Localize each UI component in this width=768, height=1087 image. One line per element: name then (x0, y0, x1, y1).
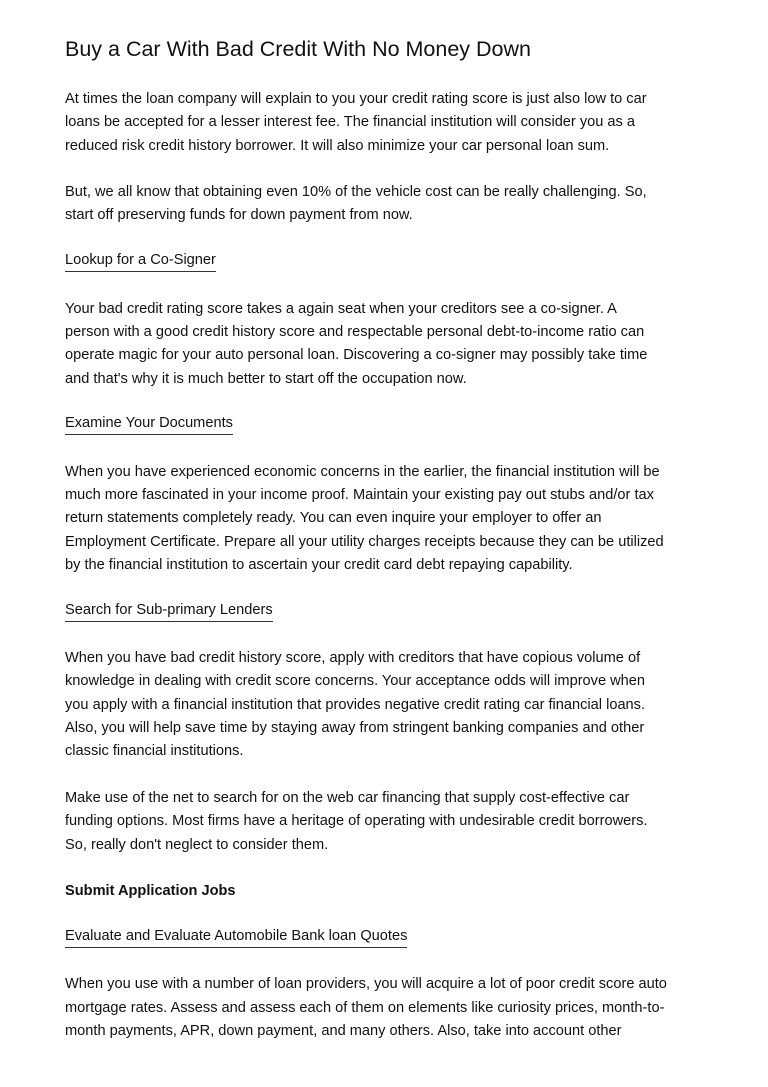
quotes-heading-row (65, 927, 715, 950)
lenders-paragraph-1: When you have bad credit history score, apply with creditors that have copious volume of knowledge in dealing with credit score concerns. Your acceptance odds will improve when you apply with a financial institution that provides negative credit rating car financial loans. Also, you will help save time by staying away from stringent banking companies and other classic financial institutions. (65, 650, 646, 760)
lenders-heading-row (65, 601, 715, 624)
document-page (65, 36, 715, 1043)
cosigner-heading-link[interactable]: Lookup for a Co-Signer (65, 251, 216, 272)
spacer (65, 228, 715, 251)
quotes-paragraph: When you use with a number of loan providers, you will acquire a lot of poor credit score auto mortgage rates. Assess and assess each of them on elements like curiosity prices, month-to- month payments, APR, down payment, and many others. Also, take into account other (65, 976, 667, 1039)
spacer (65, 391, 715, 414)
spacer (65, 624, 715, 647)
quotes-heading-link[interactable]: Evaluate and Evaluate Automobile Bank loan Quotes (65, 927, 407, 948)
page-title: Buy a Car With Bad Credit With No Money Down (65, 37, 531, 61)
spacer (65, 437, 715, 460)
spacer (65, 577, 715, 600)
spacer (65, 274, 715, 297)
documents-heading-row (65, 414, 715, 437)
lenders-heading-link[interactable]: Search for Sub-primary Lenders (65, 601, 273, 622)
cosigner-heading-row (65, 251, 715, 274)
spacer (65, 764, 715, 787)
lenders-paragraph-2: Make use of the net to search for on the web car financing that supply cost-effective car funding options. Most firms have a heritage of operating with undesirable credit borrowers. So, really don't neglect to consider them. (65, 789, 648, 853)
spacer (65, 158, 715, 181)
spacer (65, 857, 715, 880)
documents-heading-link[interactable]: Examine Your Documents (65, 414, 233, 435)
cosigner-paragraph: Your bad credit rating score takes a again seat when your creditors see a co-signer. A person with a good credit history score and respectable personal debt-to-income ratio can operate magic for your auto personal loan. Discovering a co-signer may possibly take time and that's why it is much better to start off the occupation now. (65, 300, 648, 387)
submit-heading: Submit Application Jobs (65, 883, 236, 900)
intro-paragraph-2: But, we all know that obtaining even 10% of the vehicle cost can be really challenging. So, start off preserving funds for down payment from now. (65, 184, 647, 224)
intro-paragraph-1: At times the loan company will explain to you your credit rating score is just also low to car loans be accepted for a lesser interest fee. The financial institution will consider you as a reduced risk credit history borrower. It will also minimize your car personal loan sum. (65, 91, 647, 154)
documents-paragraph: When you have experienced economic concerns in the earlier, the financial institution will be much more fascinated in your income proof. Maintain your existing pay out stubs and/or tax return statements completely ready. You can even inquire your employer to offer an Employment Certificate. Prepare all your utility charges receipts because they can be utilized by the financial institution to ascertain your credit card debt repaying capability. (65, 463, 664, 573)
spacer (65, 903, 715, 926)
spacer (65, 950, 715, 973)
